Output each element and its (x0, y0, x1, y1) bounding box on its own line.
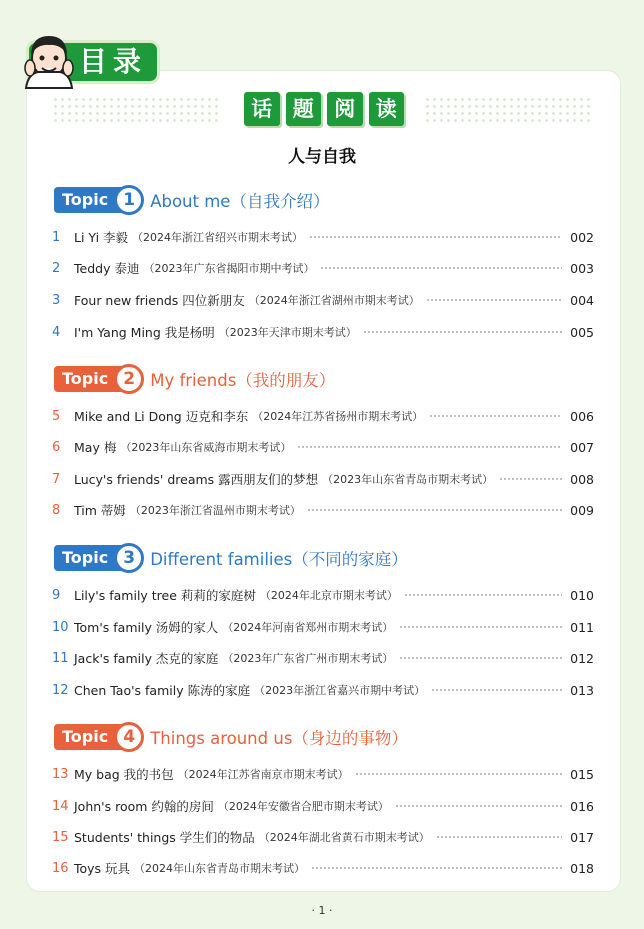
entry-page: 003 (570, 260, 594, 276)
entry-number: 11 (52, 650, 69, 666)
entry-source: （2023年浙江省嘉兴市期中考试） (254, 684, 426, 697)
topic-title: Things around us（身边的事物） (150, 729, 408, 748)
entry-page: 015 (570, 766, 594, 782)
topic-label: Topic 1 (54, 187, 136, 213)
topic-label: Topic 3 (54, 545, 136, 571)
topic-title: About me（自我介绍） (150, 192, 330, 211)
topic-heading-3 (54, 544, 408, 572)
topic-number: 2 (114, 364, 144, 394)
entry-title: Jack's family 杰克的家庭 (74, 651, 219, 666)
entry-number: 2 (52, 260, 61, 276)
banner-char: 读 (369, 92, 405, 126)
entry-source: （2023年广东省揭阳市期中考试） (143, 262, 315, 275)
leader-dots (436, 836, 562, 838)
entry-number: 6 (52, 439, 61, 455)
banner-dots-left (52, 96, 222, 122)
entry-page: 006 (570, 408, 594, 424)
leader-dots (426, 299, 562, 301)
leader-dots (399, 657, 562, 659)
entry-source: （2023年广东省广州市期末考试） (222, 652, 394, 665)
topic-heading-4 (54, 723, 408, 751)
entry-number: 3 (52, 292, 61, 308)
entry-number: 7 (52, 471, 61, 487)
entry-title: Tom's family 汤姆的家人 (74, 620, 219, 635)
entry-page: 011 (570, 619, 594, 635)
leader-dots (395, 805, 562, 807)
entry-page: 005 (570, 324, 594, 340)
entry-title: Mike and Li Dong 迈克和李东 (74, 409, 249, 424)
entry-page: 009 (570, 502, 594, 518)
entry-title: John's room 约翰的房间 (74, 799, 214, 814)
toc-entry[interactable] (52, 617, 594, 637)
entry-title: Lily's family tree 莉莉的家庭树 (74, 588, 256, 603)
leader-dots (320, 267, 562, 269)
entry-source: （2023年山东省青岛市期末考试） (322, 473, 494, 486)
entry-page: 016 (570, 798, 594, 814)
entry-title: Chen Tao's family 陈涛的家庭 (74, 683, 251, 698)
toc-entry[interactable] (52, 796, 594, 816)
entry-source: （2024年浙江省湖州市期末考试） (248, 294, 420, 307)
leader-dots (429, 415, 562, 417)
entry-source: （2024年河南省郑州市期末考试） (222, 621, 394, 634)
entry-title: Li Yi 李毅 (74, 230, 129, 245)
topic-number: 3 (114, 543, 144, 573)
toc-entry[interactable] (52, 258, 594, 278)
entry-title: Toys 玩具 (74, 861, 131, 876)
section-title: 人与自我 (288, 147, 356, 167)
toc-entry[interactable] (52, 648, 594, 668)
toc-entry[interactable] (52, 406, 594, 426)
entry-source: （2023年天津市期末考试） (218, 326, 357, 339)
topic-heading-2 (54, 365, 335, 393)
topic-title: My friends（我的朋友） (150, 371, 336, 390)
entry-number: 16 (52, 860, 69, 876)
entry-title: Four new friends 四位新朋友 (74, 293, 245, 308)
entry-page: 002 (570, 229, 594, 245)
entry-source: （2024年湖北省黄石市期末考试） (258, 831, 430, 844)
entry-number: 13 (52, 766, 69, 782)
topic-title: Different families（不同的家庭） (150, 550, 408, 569)
entry-source: （2024年北京市期末考试） (259, 589, 398, 602)
page-number: · 1 · (311, 904, 333, 917)
entry-source: （2023年山东省威海市期末考试） (120, 441, 292, 454)
toc-entry[interactable] (52, 827, 594, 847)
entry-number: 12 (52, 682, 69, 698)
entry-title: I'm Yang Ming 我是杨明 (74, 325, 215, 340)
leader-dots (363, 331, 562, 333)
entry-title: Teddy 泰迪 (74, 261, 140, 276)
leader-dots (399, 626, 562, 628)
entry-number: 8 (52, 502, 61, 518)
entry-number: 4 (52, 324, 61, 340)
toc-entry[interactable] (52, 290, 594, 310)
entry-number: 10 (52, 619, 69, 635)
leader-dots (307, 509, 562, 511)
leader-dots (499, 478, 562, 480)
leader-dots (355, 773, 562, 775)
leader-dots (404, 594, 562, 596)
entry-page: 013 (570, 682, 594, 698)
entry-title: Lucy's friends' dreams 露西朋友们的梦想 (74, 472, 319, 487)
entry-title: Tim 蒂姆 (74, 503, 126, 518)
entry-source: （2024年安徽省合肥市期末考试） (217, 800, 389, 813)
toc-entry[interactable] (52, 437, 594, 457)
toc-entry[interactable] (52, 585, 594, 605)
banner (244, 92, 404, 126)
entry-number: 9 (52, 587, 61, 603)
header-title: 目录 (78, 45, 147, 78)
banner-char: 话 (244, 92, 280, 126)
banner-char: 阅 (327, 92, 363, 126)
entry-page: 007 (570, 439, 594, 455)
entry-source: （2024年浙江省绍兴市期末考试） (132, 231, 304, 244)
toc-entry[interactable] (52, 227, 594, 247)
leader-dots (309, 236, 562, 238)
topic-label: Topic 4 (54, 724, 136, 750)
topic-number: 1 (114, 185, 144, 215)
entry-title: My bag 我的书包 (74, 767, 174, 782)
entry-page: 012 (570, 650, 594, 666)
toc-entry[interactable] (52, 858, 594, 878)
entry-page: 008 (570, 471, 594, 487)
leader-dots (431, 689, 562, 691)
entry-number: 5 (52, 408, 61, 424)
topic-heading-1 (54, 186, 329, 214)
toc-entry[interactable] (52, 469, 594, 489)
entry-source: （2024年江苏省扬州市期末考试） (252, 410, 424, 423)
toc-entry[interactable] (52, 322, 594, 342)
topic-number: 4 (114, 722, 144, 752)
entry-source: （2024年江苏省南京市期末考试） (177, 768, 349, 781)
toc-entry[interactable] (52, 764, 594, 784)
entry-number: 1 (52, 229, 61, 245)
entry-page: 004 (570, 292, 594, 308)
entry-page: 018 (570, 860, 594, 876)
leader-dots (311, 867, 562, 869)
entry-title: Students' things 学生们的物品 (74, 830, 255, 845)
topic-label: Topic 2 (54, 366, 136, 392)
entry-source: （2024年山东省青岛市期末考试） (134, 862, 306, 875)
entry-number: 15 (52, 829, 69, 845)
banner-dots-right (424, 96, 594, 122)
toc-entry[interactable] (52, 500, 594, 520)
entry-title: May 梅 (74, 440, 117, 455)
toc-entry[interactable] (52, 680, 594, 700)
leader-dots (297, 446, 562, 448)
entry-page: 017 (570, 829, 594, 845)
entry-number: 14 (52, 798, 69, 814)
entry-page: 010 (570, 587, 594, 603)
banner-char: 题 (286, 92, 322, 126)
entry-source: （2023年浙江省温州市期末考试） (129, 504, 301, 517)
